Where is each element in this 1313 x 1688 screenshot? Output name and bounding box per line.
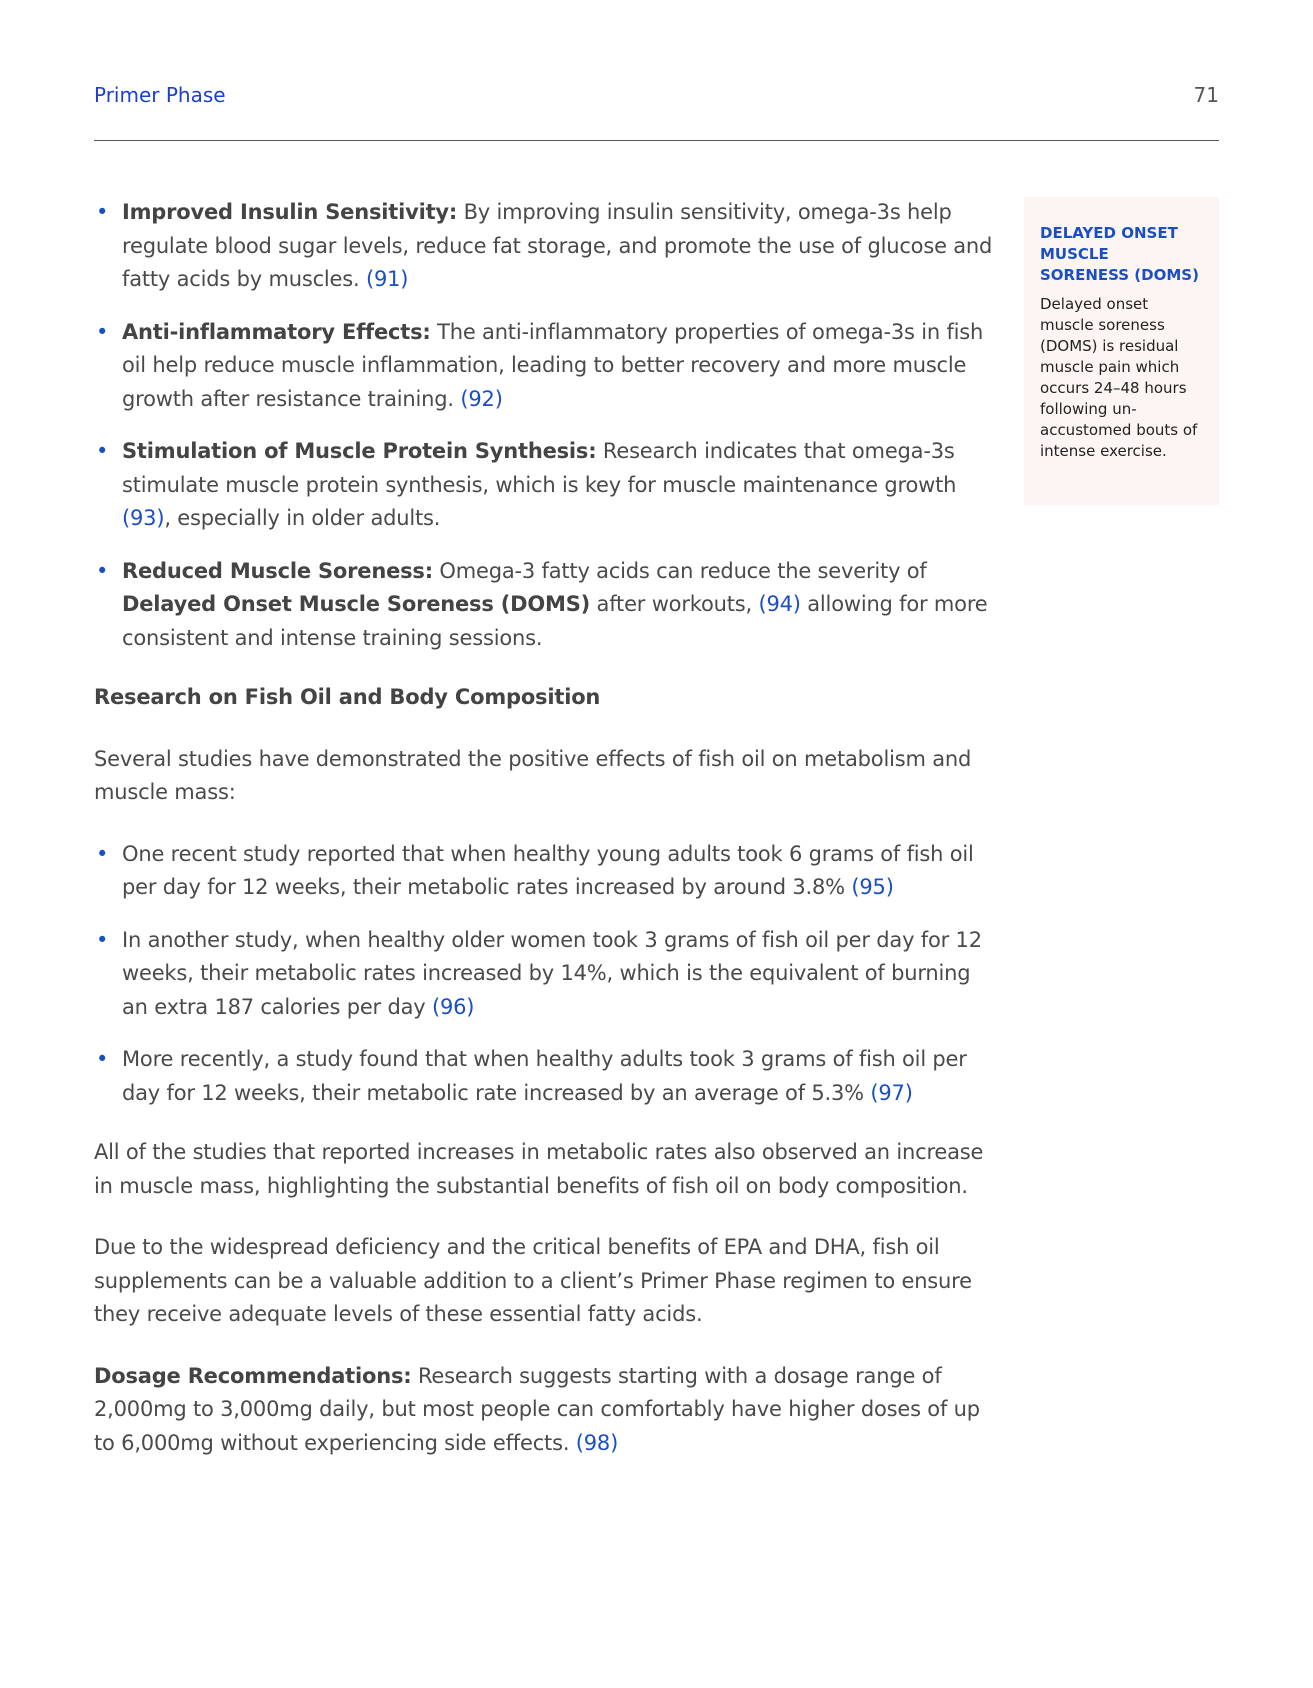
citation-link[interactable]: (91) — [365, 267, 409, 291]
item-text: More recently, a study found that when healthy adults took 3 grams of fish oil per day for 12 weeks, their metabolic rate increased by an average of 5.3% — [122, 1047, 967, 1105]
item-text: Omega-3 fatty acids can reduce the severity of — [432, 558, 927, 583]
citation-link[interactable]: (96) — [431, 994, 475, 1019]
item-text: The anti-inflammatory properties of omega-3s in fish oil help reduce muscle inflammation, leading to better recovery and more muscle growth after resistance training. — [122, 319, 984, 411]
citation-link[interactable]: (93) — [122, 506, 165, 530]
item-text: In another study, when healthy older women took 3 grams of fish oil per day for 12 weeks, their metabolic rates increased by 14%, which is the equivalent of burning an extra 187 calories per day — [122, 927, 982, 1019]
recommendation-paragraph: Due to the widespread deficiency and the critical benefits of EPA and DHA, fish oil supplements can be a valuable addition to a client’s Primer Phase regimen to ensure they receive adequate levels of these essential fatty acids. — [94, 1235, 972, 1326]
item-text: after workouts, — [590, 592, 759, 616]
item-label: Reduced Muscle Soreness: — [122, 558, 433, 583]
benefits-list — [94, 196, 994, 655]
citation-link[interactable]: (98) — [575, 1430, 619, 1455]
item-text: Research indicates that omega-3s stimulate muscle protein synthesis, which is key for muscle maintenance growth — [122, 439, 957, 497]
bullet-icon: • — [96, 319, 109, 344]
running-header-section: Primer Phase — [94, 83, 226, 107]
studies-list — [94, 838, 994, 1111]
list-item — [94, 316, 994, 417]
main-content — [94, 196, 994, 1488]
dosage-label: Dosage Recommendations: — [94, 1363, 412, 1388]
item-text-tail: , especially in older adults. — [164, 506, 441, 530]
list-item — [94, 1043, 994, 1110]
list-item — [94, 838, 994, 905]
item-label: Improved Insulin Sensitivity: — [122, 200, 458, 224]
item-text: By improving insulin sensitivity, omega-3s help regulate blood sugar levels, reduce fat storage, and promote the use of glucose and fatty acids by muscles. — [122, 200, 993, 291]
summary-paragraph: All of the studies that reported increases in metabolic rates also observed an increase in muscle mass, highlighting the substantial benefits of fish oil on body composition. — [94, 1140, 984, 1198]
dosage-paragraph — [94, 1360, 994, 1461]
bullet-icon: • — [96, 439, 109, 463]
bullet-icon: • — [96, 558, 109, 583]
section-heading: Research on Fish Oil and Body Composition — [94, 685, 601, 709]
item-label: Anti-inflammatory Effects: — [122, 319, 431, 344]
dosage-text: Research suggests starting with a dosage range of 2,000mg to 3,000mg daily, but most people can comfortably have higher doses of up to 6,000mg without experiencing side effects. — [94, 1363, 980, 1455]
bullet-icon: • — [96, 927, 109, 952]
bullet-icon: • — [96, 1047, 109, 1071]
sidebar-title: DELAYED ONSET MUSCLE SORENESS (DOMS) — [1040, 224, 1199, 284]
sidebar-definition-box — [1024, 197, 1219, 505]
header-divider — [94, 140, 1219, 141]
item-text-tail: allowing for more consistent and intense training sessions. — [122, 592, 988, 650]
list-item — [94, 435, 994, 536]
citation-link[interactable]: (97) — [870, 1080, 913, 1105]
item-text: One recent study reported that when healthy young adults took 6 grams of fish oil per day for 12 weeks, their metabolic rates increased by around 3.8% — [122, 841, 974, 899]
bullet-icon: • — [96, 841, 109, 866]
doms-term: Delayed Onset Muscle Soreness (DOMS) — [122, 592, 591, 616]
citation-link[interactable]: (92) — [460, 386, 503, 411]
list-item — [94, 196, 994, 297]
citation-link[interactable]: (95) — [851, 875, 894, 899]
citation-link[interactable]: (94) — [758, 592, 801, 616]
page-number: 71 — [1193, 83, 1219, 107]
intro-paragraph: Several studies have demonstrated the positive effects of fish oil on metabolism and muscle mass: — [94, 746, 972, 804]
item-label: Stimulation of Muscle Protein Synthesis: — [122, 439, 597, 463]
bullet-icon: • — [96, 200, 109, 224]
list-item — [94, 924, 994, 1025]
list-item — [94, 555, 994, 656]
sidebar-body: Delayed onset muscle soreness (DOMS) is residual muscle pain which occurs 24–48 hours following un-accustomed bouts of intense exercise. — [1040, 295, 1198, 460]
